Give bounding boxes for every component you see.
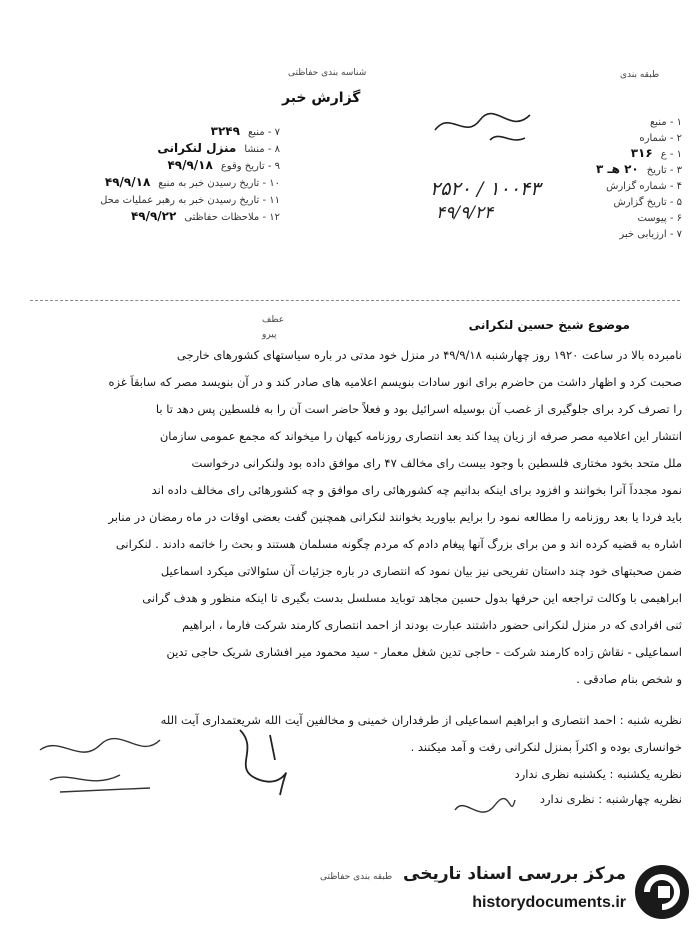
top-classification: طبقه بندی (620, 70, 660, 80)
body-line: اسماعیلی - نقاش زاده کارمند شرکت - حاجی تدین شغل معمار - سید محمود میر افشاری شریک حاجی تدین (166, 645, 682, 659)
field-value: ۴۹/۹/۱۸ (167, 158, 213, 172)
body-line: باید فردا یا بعد روزنامه را مطالعه نمود را برایم بیاورید بخوانند لنکرانی همچنین گفت بعضی اوقات در ماه رمضان در منابر (108, 510, 682, 524)
watermark-logo (398, 858, 692, 928)
body-line: انتشار این اعلامیه مصر صرفه از زیان پیدا کند بعد انتصاری روزنامه کیهان را میخواند که مجمع عمومی سازمان (159, 429, 682, 443)
footer-classification: طبقه بندی حفاظتی (320, 872, 393, 882)
body-line: ثنی افرادی که در منزل لنکرانی حضور داشتند عبارت بودند از احمد انتصاری کارمند شرکت فارما ، ابراهیم (182, 618, 682, 632)
field-value: ۲۰ هـ ۳ (595, 162, 639, 176)
field-value: ۳۲۴۹ (210, 124, 240, 138)
field-value: ۴۹/۹/۱۸ (104, 175, 151, 189)
field-value: منزل لنکرانی (157, 141, 237, 155)
note-line: نظریه چهارشنبه : نظری ندارد (539, 792, 682, 806)
subject-line: موضوع شیخ حسین لنکرانی (468, 318, 630, 332)
field-value: ۳۱۶ (630, 146, 653, 160)
field-label: ۸ - منشا (244, 144, 280, 155)
body-line: نمود مجدداً آنرا بخوانند و افزود برای اینکه بدانیم چه کشورهائی رای موافق و چه کشورهائی رای مخالف داده اند (151, 483, 682, 497)
archive-logo-icon (632, 860, 692, 924)
field-label: ۱ - ع (660, 149, 682, 160)
header-field-row (432, 222, 682, 241)
field-label: ۱۰ - تاریخ رسیدن خبر به منبع (158, 178, 280, 189)
field-label: ۳ - تاریخ (646, 165, 682, 176)
peyrow-label: پیرو (262, 330, 277, 340)
header-field-row (30, 205, 280, 224)
handwritten-number: ۲۵۲۰ / ۱۰۰۴۳ (430, 178, 541, 200)
report-title: گزارش خبر (282, 90, 361, 106)
dept-title: شناسه بندی حفاظتی (288, 68, 367, 78)
field-label: ۹ - تاریخ وقوع (220, 161, 280, 172)
field-value: ۴۹/۹/۲۲ (130, 209, 177, 223)
field-label: ۲ - شماره (639, 133, 682, 144)
field-label: ۱۲ - ملاحظات حفاظتی (184, 212, 280, 223)
watermark-title: مرکز بررسی اسناد تاریخی (403, 864, 626, 884)
watermark-url: historydocuments.ir (472, 894, 626, 911)
body-line: ابراهیمی با وکالت تراجعه این حرفها بدول حسین مجاهد توباید مسلسل بدست بگیری تا اینکه منظور و هدف گرانی (142, 591, 682, 605)
field-label: ۱ - منبع (649, 117, 682, 128)
body-line: نامبرده بالا در ساعت ۱۹۲۰ روز چهارشنبه ۴۹/۹/۱۸ در منزل خود مدتی در باره سیاستهای کشورهای خارجی (176, 348, 682, 362)
field-label: ۴ - شماره گزارش (606, 181, 682, 192)
body-line: ملل متحد بخود مختاری فلسطین با وجود بیست رای مخالف ۴۷ رای موافق داده بود ولنکرانی درخواست (191, 456, 682, 470)
body-line: ضمن صحبتهای خود چند داستان تفریحی نیز بیان نمود که انتصاری در باره جزئیات آن سئوالاتی میکرد اسماعیل (160, 564, 682, 578)
field-label: ۶ - پیوست (637, 213, 682, 224)
field-label: ۷ - منبع (247, 127, 280, 138)
body-line: صحبت کرد و اظهار داشت من حاضرم برای انور سادات بنویسم اعلامیه های صادر کند و در آن بنویسد مصر که سابقاً غزه (108, 375, 682, 389)
center-signature-icon (220, 720, 310, 800)
note-line: نظریه یکشنبه : یکشنبه نظری ندارد (514, 767, 682, 781)
body-line: و شخص بنام صادقی . (576, 672, 682, 686)
atf-label: عطف (262, 315, 285, 325)
header-separator (30, 300, 680, 301)
body-line: اشاره به قضیه کرده اند و من برای بزرگ آنها پیغام دادم که مردم چگونه مسلمان هستند و بحث را خاتمه دادند . لنکرانی (115, 537, 682, 551)
note-line: خوانساری بوده و اکثراً بمنزل لنکرانی رفت و آمد میکنند . (410, 740, 682, 754)
handwritten-date: ۴۹/۹/۲۴ (436, 203, 494, 223)
field-label: ۵ - تاریخ گزارش (613, 197, 682, 208)
field-label: ۱۱ - تاریخ رسیدن خبر به رهبر عملیات محل (100, 195, 280, 206)
note-line: نظریه شنبه : احمد انتصاری و ابراهیم اسماعیلی از طرفداران خمینی و مخالفین آیت الله شریعتمداری آیت الله (160, 713, 682, 727)
body-line: را تصرف کرد برای جلوگیری از غصب آن بوسیله اسرائیل بود و فعلاً حاضر است آن را به فلسطین پس دهد تا با (155, 402, 682, 416)
field-label: ۷ - ارزیابی خبر (619, 229, 682, 240)
